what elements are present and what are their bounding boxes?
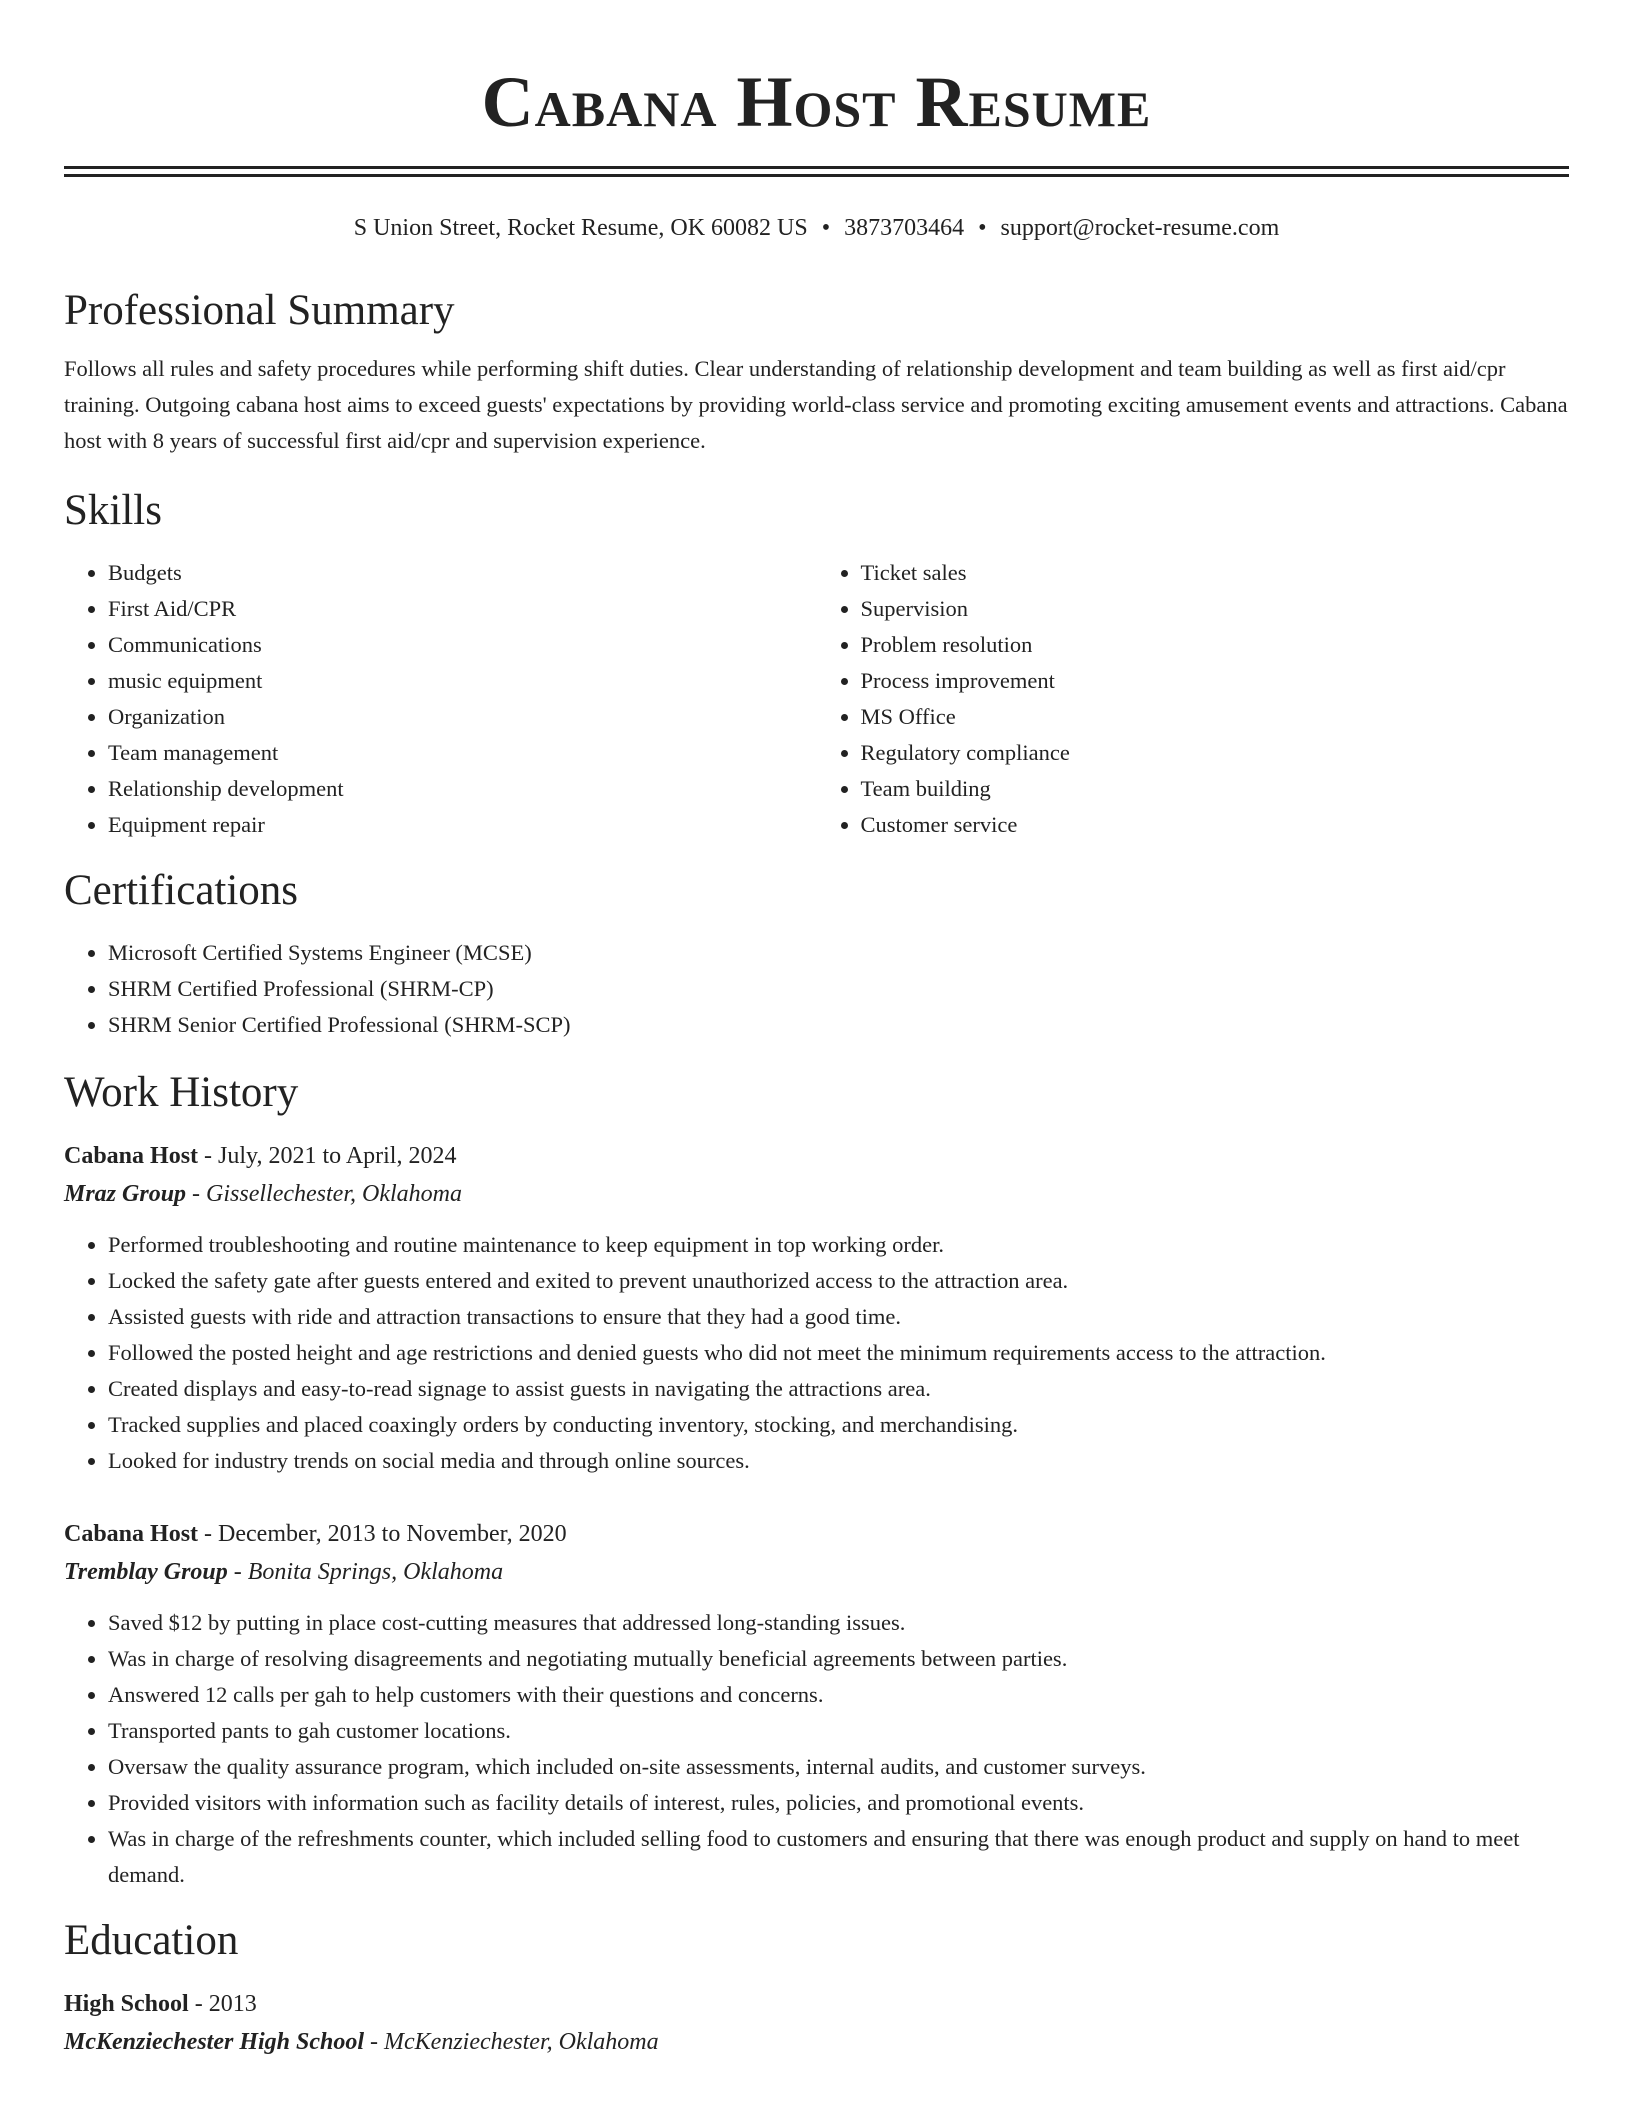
job-entry — [64, 1515, 1569, 1893]
job-duty: • Was in charge of resolving disagreements and negotiating mutually beneficial agreements between parties. — [108, 1641, 1569, 1677]
job-company: Tremblay Group — [64, 1559, 228, 1585]
education-heading: Education — [64, 1917, 239, 1964]
job-header — [64, 1137, 1569, 1175]
job-employer — [64, 1175, 1569, 1213]
job-title: Cabana Host — [64, 1143, 199, 1169]
skill-item: • music equipment — [108, 663, 817, 699]
job-header — [64, 1515, 1569, 1553]
job-company: Mraz Group — [64, 1181, 187, 1207]
skills-heading: Skills — [64, 487, 162, 534]
skill-item: • Relationship development — [108, 771, 817, 807]
certification-item: • Microsoft Certified Systems Engineer (MCSE) — [108, 935, 1569, 971]
skills-section — [64, 485, 1569, 843]
education-entry — [64, 1985, 1569, 2061]
job-entry — [64, 1137, 1569, 1479]
job-location: - Bonita Springs, Oklahoma — [227, 1559, 504, 1585]
education-school: McKenziechester High School — [64, 2029, 365, 2055]
skill-item: • Team management — [108, 735, 817, 771]
summary-heading: Professional Summary — [64, 287, 455, 334]
skill-item: • Communications — [108, 627, 817, 663]
education-school-line — [64, 2023, 1569, 2061]
certification-item: • SHRM Certified Professional (SHRM-CP) — [108, 971, 1569, 1007]
job-location: - Gissellechester, Oklahoma — [186, 1181, 462, 1207]
job-duty: • Locked the safety gate after guests entered and exited to prevent unauthorized access to the attraction area. — [108, 1263, 1569, 1299]
skill-item: • Problem resolution — [861, 627, 1570, 663]
skill-item: • MS Office — [861, 699, 1570, 735]
certifications-heading: Certifications — [64, 867, 299, 914]
work-history-heading: Work History — [64, 1069, 299, 1116]
job-duty: • Created displays and easy-to-read signage to assist guests in navigating the attractions area. — [108, 1371, 1569, 1407]
job-duties-list — [64, 1605, 1569, 1893]
skills-list-right — [817, 555, 1570, 843]
job-duty: • Performed troubleshooting and routine maintenance to keep equipment in top working order. — [108, 1227, 1569, 1263]
skill-item: • Customer service — [861, 807, 1570, 843]
job-duty: • Transported pants to gah customer locations. — [108, 1713, 1569, 1749]
job-duty: • Looked for industry trends on social media and through online sources. — [108, 1443, 1569, 1479]
skill-item: • Budgets — [108, 555, 817, 591]
title-divider-thin — [64, 174, 1569, 177]
job-duty: • Saved $12 by putting in place cost-cutting measures that addressed long-standing issues. — [108, 1605, 1569, 1641]
skill-item: • Ticket sales — [861, 555, 1570, 591]
job-dates: - December, 2013 to November, 2020 — [198, 1521, 567, 1547]
job-duty: • Provided visitors with information such as facility details of interest, rules, policies, and promotional events. — [108, 1785, 1569, 1821]
job-duty: • Tracked supplies and placed coaxingly orders by conducting inventory, stocking, and merchandising. — [108, 1407, 1569, 1443]
job-dates: - July, 2021 to April, 2024 — [198, 1143, 457, 1169]
skills-columns — [64, 555, 1569, 843]
skill-item: • Equipment repair — [108, 807, 817, 843]
education-degree: High School — [64, 1991, 189, 2017]
skill-item: • Process improvement — [861, 663, 1570, 699]
contact-phone: 3873703464 — [844, 215, 965, 241]
work-history-section — [64, 1067, 1569, 1893]
skill-item: • Team building — [861, 771, 1570, 807]
certifications-section — [64, 865, 1569, 1043]
job-employer — [64, 1553, 1569, 1591]
education-section — [64, 1915, 1569, 2061]
job-duties-list — [64, 1227, 1569, 1479]
contact-line — [64, 213, 1569, 243]
skills-list-left — [64, 555, 817, 843]
skill-item: • Regulatory compliance — [861, 735, 1570, 771]
resume-title: Cabana Host Resume — [481, 62, 1152, 142]
certifications-list — [64, 935, 1569, 1043]
skill-item: • First Aid/CPR — [108, 591, 817, 627]
title-divider-thick — [64, 166, 1569, 169]
contact-email: support@rocket-resume.com — [1000, 215, 1280, 241]
education-header — [64, 1985, 1569, 2023]
education-year: - 2013 — [188, 1991, 257, 2017]
skill-item: • Supervision — [861, 591, 1570, 627]
contact-separator: • — [821, 215, 831, 241]
job-duty: • Answered 12 calls per gah to help customers with their questions and concerns. — [108, 1677, 1569, 1713]
job-title: Cabana Host — [64, 1521, 199, 1547]
contact-address: S Union Street, Rocket Resume, OK 60082 US — [353, 215, 808, 241]
education-location: - McKenziechester, Oklahoma — [364, 2029, 659, 2055]
job-duty: • Oversaw the quality assurance program, which included on-site assessments, internal audits, and customer surveys. — [108, 1749, 1569, 1785]
skill-item: • Organization — [108, 699, 817, 735]
resume-page — [64, 0, 1569, 2061]
certification-item: • SHRM Senior Certified Professional (SHRM-SCP) — [108, 1007, 1569, 1043]
job-duty: • Was in charge of the refreshments counter, which included selling food to customers and ensuring that there was enough product and supply on hand to meet demand. — [108, 1821, 1569, 1893]
job-duty: • Followed the posted height and age restrictions and denied guests who did not meet the minimum requirements access to the attraction. — [108, 1335, 1569, 1371]
contact-separator: • — [978, 215, 987, 241]
summary-text: Follows all rules and safety procedures while performing shift duties. Clear understanding of relationship development and team building as well as first aid/cpr training. Outgoing cabana host aims to exceed guests' expectations by providing world-class service and promoting exciting amusement events and attractions. Cabana host with 8 years of successful first aid/cpr and supervision experience. — [64, 356, 1568, 453]
summary-section — [64, 285, 1569, 459]
job-duty: • Assisted guests with ride and attraction transactions to ensure that they had a good time. — [108, 1299, 1569, 1335]
